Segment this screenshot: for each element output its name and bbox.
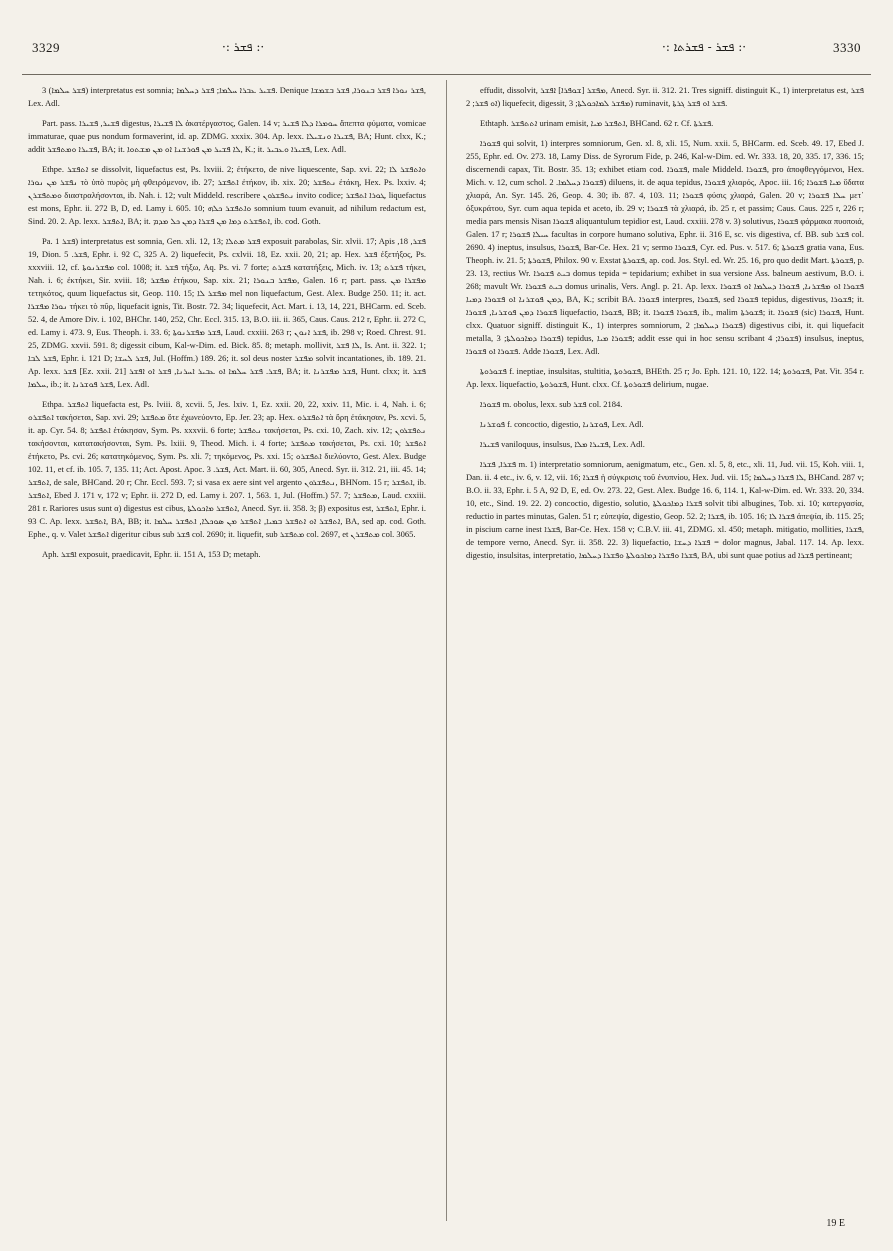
column-divider	[446, 80, 447, 1221]
right-running-head: ·: ܦܫܪ - ܦܫܪܬܐ :·	[662, 40, 747, 54]
entry-paragraph: effudit, dissolvit, ܡܦܫܪ [ܫܘܦܪܐ] ܐܦܫܪ, Anecd. Syr. ii. 312. 21. Tres signiff. distinguit K., 1) interpretatus est, ܦܫܪ ܐܘ ܦܫܪ; 2) liquefecit, digessit, ܡܦܫܪ ܠܡܐܟܘܠܬܐ; 3) ruminavit, ܦܫܪ ܐܘ ܦܫܪ ܓܪܬܐ.	[466, 85, 864, 108]
right-page-number: 3330	[833, 40, 861, 55]
entry-paragraph: ܦܫܪ ܚܠܡܐ) 3) interpretatus est somnia; ܦܫܝܪ ܥܒܪܐ ܚܠܡܐ; ܦܫܪ ܕܚܠܡܐ. Denique ܦܫܪ ܢܘܪܐ ܦܫܪ ܒܢܘܪܐ, ܦܫܪ ܒܫܡܫܐ, Lex. Adl.	[28, 85, 426, 108]
entry-paragraph: Ethpa. ܐܬܦܫܪ liquefacta est, Ps. lviii. 8, xcvii. 5, Jes. lxiv. 1, Ez. xxii. 20, 22, xxiv. 11, Mic. i. 4, Nah. i. 6; ܐܬܦܫܪܘ τακήσεται, Sap. xvi. 29; ܡܬܦܫܪ ὅτε ἐχωνεύοντο, Ep. Jer. 23; ap. Hex. ܐܬܦܫܪܘ τὰ ὄρη ἐτάκησαν, Ps. xcvi. 5, it. ap. Cyr. 54. 8; ܐܬܦܫܪ ἐτάκησαν, Sym. Ps. xxxvii. 6 forte; ܢܬܦܫܪ τακήσεται, Ps. cxi. 10, Zach. xiv. 12; ܢܬܦܫܪܘܢ τακήσονται, κατατακήσονται, Sym. Ps. lxiii. 9, Theod. Mich. i. 4 forte; ܡܬܦܫܪ τακήσεται, Ps. cxi. 10; ܐܬܦܫܪ ἐτήκετο, Ps. cvi. 26; κατατηκόμενος, Sym. Ps. xli. 7; τηκόμενος, Ps. xxi. 15; ܐܬܦܫܪܘ διελύοντο, Gest. Alex. Budge 102. 11, et cf. ib. 105. 7, 135. 11; Act. Apost. Apoc. ܦܫܪ. 3, Act. Mart. ii. 60, 305, Anecd. Syr. ii. 312. 21, iii. 45. 14; ܐܬܦܫܪ, de sale, BHCand. 20 r; Chr. Eccl. 593. 7; si vasa ex aere sint vel argento ܢܬܦܫܪܘܢ, BHNom. 15 r; ܐܬܦܫܪ, ib. ܐܬܦܫܪ, Ebed J. 171 v, 172 v; Ephr. ii. 272 D, ed. Lamy i. 207. 1, 563. 1, Jul. (Hoffm.) 57. 7; ܡܬܦܫܪ, Laud. cxxiii. 281 r. Rariores usus sunt α) digestus est cibus, ܐܬܦܫܪ ܡܐܟܘܠܬܐ, Anecd. Syr. ii. 358. 3; β) expositus est, ܐܬܦܫܪ, Ephr. i. 93 C. Ap. lexx. ܐܬܦܫܪ, BA, BB; it. ܐܬܦܫܪ ܐܘ ܐܬܦܫܪ ܒܡܝܐ, ܐܬܦܫܪ ܡܢ ܣܘܟܠܐ, ܐܬܦܫܪ ܚܠܡܐ, BA, sed ap. cod. Goth. Ephe., q. v. Valet ܐܬܦܫܪ digeritur cibus sub ܦܫܪ col. 2690; it. liquefit, sub ܡܬܦܫܪ col. 2697, et ܡܬܦܫܪܢ col. 3065.	[28, 399, 426, 539]
entry-paragraph: ܦܫܝܪܐ vaniloquus, insulsus, ܦܫܝܪܐ ܡܠܐ, Lex. Adl.	[480, 439, 645, 449]
entry-paragraph: ܦܘܫܪܢܐ f. concoctio, digestio, ܦܘܫܪܢܐ, Lex. Adl.	[480, 419, 644, 429]
entry-paragraph: ܦܫܪܐ, ܦܫܪܐ m. 1) interpretatio somniorum, aenigmatum, etc., Gen. xl. 5, 8, etc., xli. 11, Jud. vii. 15, Koh. viii. 1, Dan. ii. 4 etc., iv. 6, v. 12, vii. 16; ܦܫܪܐ ἡ σύγκρισις τοῦ ἐνυπνίου, Hex. Jud. vii. 15; ܠܐ ܦܫܪܐ ܕܚܠܡܐ, BHCand. 287 v; B.O. ii. 33, Ephr. i. 5 A, 92 D, E, ed. Ov. 273. 22, Gest. Alex. Budge 16. 6, 114. 1, Kal-w-Dim. ed. Wr. 333. 20, 334. 10, etc., Sind. 19. 22. 2) concoctio, digestio, solutio, ܦܫܪܐ ܕܡܐܟܘܠܬܐ solvit tibi albugines, Tob. xi. 10; κατεργασία, reductio in partes minutas, Galen. 51 r; εὐπεψία, digestio, Geop. 52. 2; ܦܫܪܐ, ib. 105. 16; ܦܫܪܐ ܠܐ ἀπεψία, ib. 115. 25; in piscium carne inest ܦܫܪܐ, Bar-Ce. Hex. 158 v; C.B.V. iii. 41, ZDMG. xl. 450; metaph. mitigatio, mollities, ܦܫܪܐ, de tempore verno, Anecd. Syr. ii. 358. 22. 3) liquefactio, ܦܫܪܐ ܕܚܫܐ = dolor magnus, Jabal. 117. 14. Ap. lexx. digestio, insulsitas, interpretatio, ܦܫܪܐ ܘܦܫܪܐ ܕܡܐܟܘܠܬܐ ܘܦܫܪܐ ܕܚܠܡܐ, BA, ubi sunt quae potius ad ܦܫܪܐ pertineant;	[466, 459, 864, 560]
entry-paragraph: Ethtaph. ܐܬܬܦܫܪ urinam emisit, ܐܬܦܫܪ ܡܝܐ, BHCand. 62 r. Cf. ܦܫܪܬܐ.	[480, 118, 714, 128]
entry-paragraph: ܦܫܘܪܘܬܐ f. ineptiae, insulsitas, stultitia, ܦܫܘܪܘܬܐ, BHEth. 25 r; Jo. Eph. 121. 10, 122. 14; ܦܫܘܪܘܬܐ, Pat. Vit. 354 r. Ap. lexx. liquefactio, ܦܫܘܪܘܬܐ, Hunt. clxx. Cf. ܦܫܘܪܘܬܐ delirium, nugae.	[466, 366, 864, 389]
left-page-number: 3329	[32, 40, 60, 55]
signature-mark: 19 E	[826, 1218, 845, 1229]
right-column	[466, 84, 864, 1224]
entry-paragraph: ܦܫܘܪܐ qui solvit, 1) interpres somniorum, Gen. xl. 8, xli. 15, Num. xxii. 5, BHCarm. ed. Sceb. 49. 17, Ebed J. 255, Ephr. ed. Ov. 273. 18, Lamy Diss. de Syrorum Fide, p. 246, Kal-w-Dim. ed. Wr. 333. 18, 20, 335. 17, 336. 15; discernendi capax, Tit. Bostr. 35. 13; exhibet etiam cod. ܦܫܘܪܐ, male Middeld. ܦܫܘܪܐ, pro ἀποφθεγγόμενοι, Hex. Mich. v. 12, cum schol. ܦܫܘܪܐ ܕܚܠܡܐ. 2) diluens, it. de aqua tepidus, ܦܫܘܪܐ χλιαρός, Apoc. iii. 16; ܡܝܐ ܦܫܘܪܐ ὕδατα χλιαρά, An. Syr. 145. 26, Geop. 4. 30; ib. 87. 4, 103. 11; ܦܫܘܪܐ φύσις χλιαρά, Galen. 20 v; ܚܠܐ ܦܫܘܪܐ μετ᾽ ὀξυκράτου, Syr. cum aqua tepida et aceto, ib. 29 v; ܦܫܘܪܐ τὰ χλιαρά, ib. 25 r, et passim; Caus. Caus. 225 r, 226 r; media pars mensis Nisan ܦܫܘܪܐ aliquantulum tepidior est, Laud. cxxiii. 278 v. 3) solutivus, ܦܫܘܪܐ φάρμακα πυοποιά, Galen. 17 r; ܚܝܠܐ ܦܫܘܪܐ facultas in corpore humano solutiva, Ephr. ii. 316 E, sc. vis digestiva, cf. BB. sub ܦܫܪ col. 2690. 4) ineptus, insulsus, ܦܫܘܪܐ, Bar-Ce. Hex. 21 v; sermo ܦܫܘܪܐ, Cyr. ed. Pus. v. 517. 6; ܦܫܘܪܬܐ gratia vana, Eus. Theoph. iv. 21. 5; ܦܫܘܪܬܐ, Philox. 90 v. Exstat ܦܫܘܪܬܐ, ap. cod. Jos. Styl. ed. Wr. 25. 16, pro quo dedit Mart. ܦܫܘܪܬܐ, p. 23. 13, rectius Wr. ܒܝܬ ܦܫܘܪܐ domus tepida = tepidarium; exhibet in sua versione Ass. balneum aestivum, B.O. i. 268; mavult Wr. ܒܝܬ ܦܫܘܪܐ domus urinalis, Vers. Angl. p. 21. Ap. lexx. ܦܫܘܪܐ ܐܘ ܡܦܫܪܢܐ, ܦܫܘܪܐ ܕܚܠܡܐ ܐܘ ܦܫܘܪܐ ܕܡܢ ܦܘܫܪܢܐ ܐܘ ܦܫܘܪܐ ܕܡܝܐ, BA, K.; scribit BA. ܦܫܘܪܐ interpres, ܦܫܘܪܐ, sed ܦܫܘܪܐ tepidus, digestivus, ܦܫܘܪܐ; it. ܦܫܘܪܐ ܕܡܢ ܦܘܫܪܢܐ, ܦܫܘܪܐ liquefactio, ܦܫܘܪܐ, BB; it. ܦܫܘܪܐ ܦܫܘܪܐ, ib., malim ܦܫܘܪܬܐ; it. ܦܫܘܪܐ (sic) ܦܫܘܪܐ, Hunt. clxx. Quatuor signiff. distinguit K., 1) interpres somniorum, ܦܫܘܪܐ ܕܚܠܡܐ; 2) digestivus cibi, it. qui liquefacit metalla, ܦܫܘܪܐ ܕܡܐܟܘܠܬܐ; 3) tepidus, ܦܫܘܪܐ ܡܝܐ; addit esse qui in hoc sensu scribant ܦܫܘܪܐ; 4) insulsus, ineptus, ܦܫܘܪܐ ܐܘ ܦܫܘܪܐ. Adde ܦܫܘܪܐ, Lex. Adl.	[466, 138, 864, 356]
entry-paragraph: Part. pass. ܦܫܝܪ, ܦܫܝܪܐ digestus, ܠܐ ܦܫܝܪܐ ἀκατέργαστος, Galen. 14 v; ܚܘܡܪܐ ܕܠܐ ܦܫܝܪ ἄπεπτα φύματα, vomicae immaturae, quae pus nondum formaverint, id. ap. ZDMG. xxxix. 304. Ap. lexx. ܦܫܝܪܐ ܘܢܫܝܠܐ, BA; Hunt. clxx, K.; addit ܦܫܝܪܐ ܘܡܬܦܫܪ, BA; it. ܠܐ ܦܫܝܪ ܡܢ ܦܘܪܫܢܐ ܐܘ ܡܢ ܡܫܬܘܐ, K.; it. ܦܫܝܪܐ ܘܥܒܝܪ, Lex. Adl.	[28, 118, 426, 154]
left-column	[28, 84, 426, 1220]
entry-paragraph: Ethpe. ܐܬܦܫܪ se dissolvit, liquefactus est, Ps. lxviii. 2; ἐτήκετο, de nive liquescente, Sap. xvi. 22; ܘܐܬܦܫܪ ܠܐ ܢܦܫܪ ܡܢ ܢܘܪܐ τὸ ὑπὸ πυρὸς μὴ φθειρόμενον, ib. 27; ܐܬܦܫܪ ἐτήκον, ib. xix. 20; ܢܬܦܫܪ ἐτάκη, Hex. Ps. lxxiv. 4; ܘܡܬܦܫܪܢ διαστραλήσονται, ib. Nah. i. 12; vult Middeld. rescribere ܢܬܦܫܪܘܢ invito codice; ܛܘܪܐ ܐܬܦܫܪ liquefactus est mons, Ephr. ii. 272 B, D, ed. Lamy i. 605. 10; ܘܐܬܦܫܪ ܟܠܗ somnium tuum evanuit, ad nihilum redactum est, Sind. 20. 2. Ap. lexx. ܐܬܦܫܪ, BA; it. ܐܬܦܫܪܬ ܕܡܐ ܡܢ ܦܫܪܐ ܕܡܢ ܟܠ ܡܕܡ, ib. cod. Goth.	[28, 164, 426, 226]
page-header	[22, 40, 871, 62]
entry-paragraph: Aph. ܐܦܫܪ exposuit, praedicavit, Ephr. ii. 151 A, 153 D; metaph.	[42, 549, 261, 559]
entry-paragraph: Pa. ܦܫܪ 1) interpretatus est somnia, Gen. xli. 12, 13; ܦܫܪ ܡܬܠܐ exposuit parabolas, Sir. xlvii. 17; Apis ܦܫܪ, 18, 19, Dion. ܦܫܪ. 5, Ephr. i. 92 C, 325 A. 2) liquefecit, Ps. cxlvii. 18, Ez. xxii. 20, 21; ap. Hex. ܦܫܪ ἐξετήξος, Ps. xxxviii. 12, cf. ܡܦܫܪܢܘܬܐ col. 1008; it. ܦܫܪ τήξω, Aq. Ps. vi. 7 forte; ܦܫܪܬ κατατήξεις, Mich. iv. 13; ܦܫܪܬ τήκει, Nah. i. 6; ἐκτήκει, Sir. xviii. 18; ܡܦܫܪ ἐτήκου, Sap. xix. 21; ܡܦܫܪ ܒܢܘܪܐ, Galen. 16 r; part. pass. ܡܦܫܪܐ ܡܢ τετηκότος, quum liquefactus sit, Geop. 110. 15; ܡܦܫܪ ܠܐ mel non liquefactum, Gest. Alex. Budge 250. 11; it. act. ܢܘܪܐ ܡܦܫܪܐ τήκει τὸ πῦρ, liquefacit ignis, Tit. Bostr. 72. 34; liquefecit, Act. Mart. i. 13, 14, 221, BHCarm. ed. Sceb. 52. 4, de Amore Div. i. 102, BHChr. 140, 252, Chr. Eccl. 315. 13, B.O. iii. ii. 365, Caus. Caus. 212 r, Ephr. ii. 272 C, ed. Lamy i. 473. 9, Eus. Theoph. i. 33. 6; ܦܫܪ ܡܦܫܪܢܘܬܐ, Laud. cxxiii. 263 r; ܦܫܪ ܐܢܘܢ, ib. 298 v; Roed. Chrest. 91. 25, ZDMG. xxvii. 591. 8; digessit cibum, Kal-w-Dim. ed. Bick. 85. 8; metaph. mollivit, ܠܐ ܦܫܪ, Is. Ant. ii. 322. 1; ܦܫܪ ܠܒܐ, Ephr. i. 121 D; ܦܫܪ ܠܚܫܐ, Jul. (Hoffm.) 189. 26; it. sol deus noster ܡܦܫܪ solvit incantationes, ib. 189. 21. Ap. lexx. ܦܫܪ [Ez. xxii. 21] ܦܫܪ. ܦܫܪ ܚܠܡܐ ܐܘ ܥܒܝܪ ܐܚܪܢܐ, ܦܫܪ ܐܘ ܐܦܫܪ, BA; it. ܦܫܪ ܡܦܫܪܢܐ, Hunt. clxx; it. ܦܫܪ ܚܠܡܐ, ib.; it. ܦܫܪ ܦܘܫܪܢܐ, Lex. Adl.	[28, 236, 426, 389]
header-rule	[22, 74, 871, 75]
entry-paragraph: ܦܫܘܪܐ m. obolus, lexx. sub ܦܫܪ col. 2184.	[480, 399, 623, 409]
left-running-head: ·: ܦܫܪ :·	[222, 40, 265, 54]
